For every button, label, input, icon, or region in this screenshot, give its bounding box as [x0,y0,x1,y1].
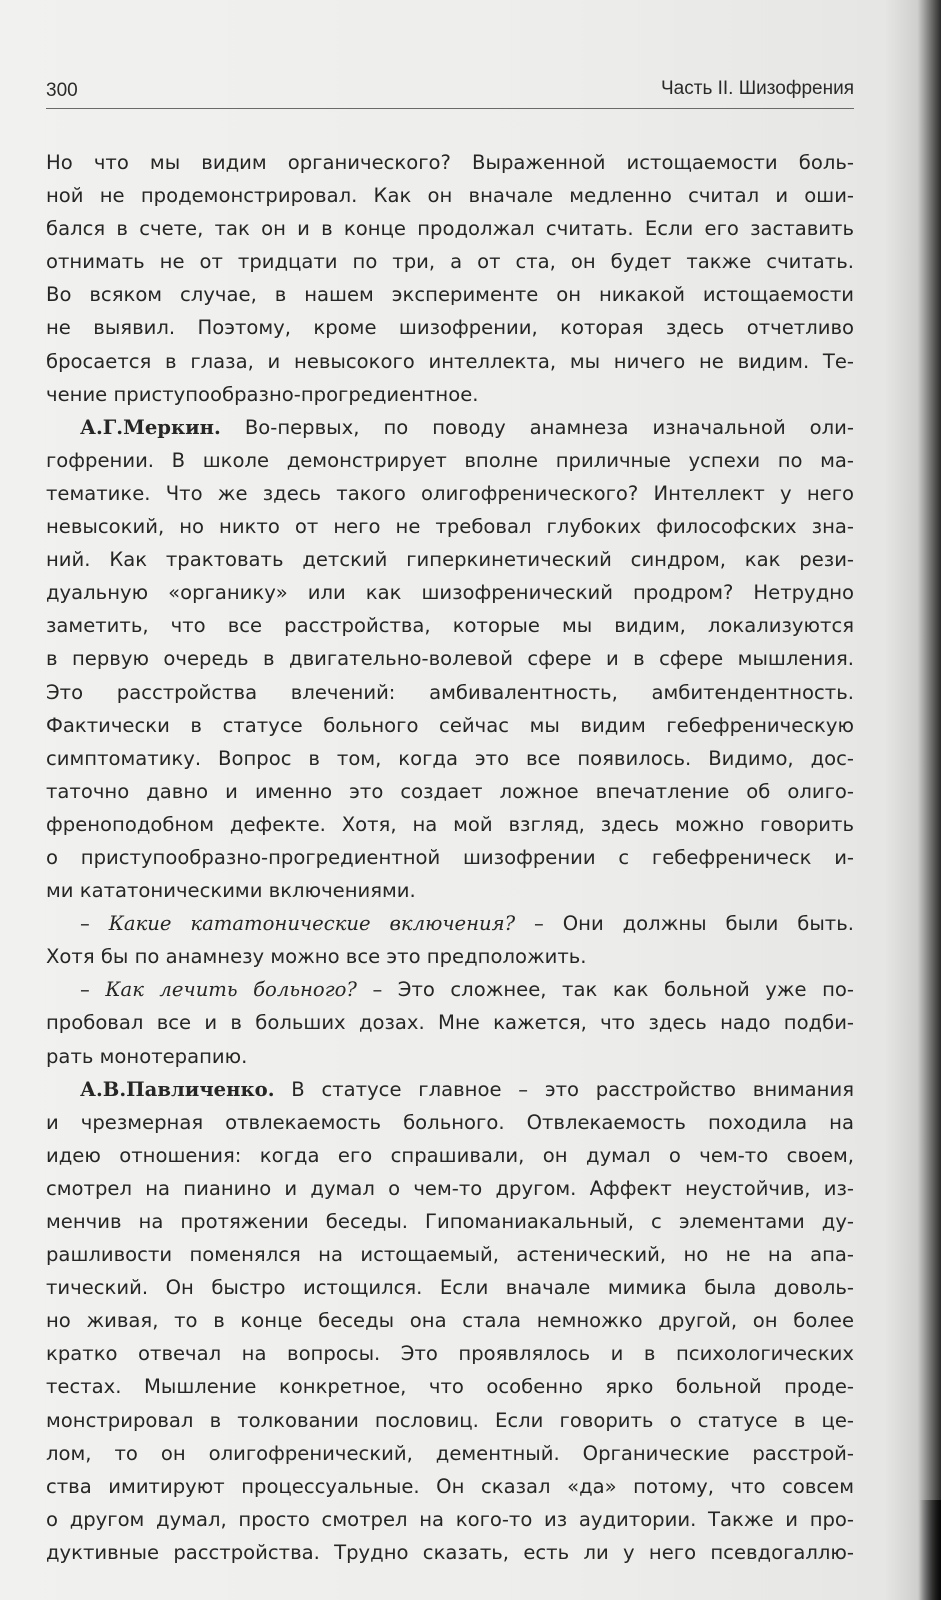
speaker-name: А.В.Павличенко. [80,1077,275,1101]
text-line [46,1073,854,1106]
text-line [46,1172,854,1205]
text-line [46,1437,854,1470]
text-run: тический. Он быстро истощился. Если вначале мимика была доволь- [46,1276,854,1300]
text-line [46,642,854,675]
text-line [46,1503,854,1536]
text-run: симптоматику. Вопрос в том, когда это все появилось. Видимо, дос- [46,746,854,770]
text-run: дуктивные расстройства. Трудно сказать, есть ли у него псевдогаллю- [46,1540,854,1564]
page-number: 300 [46,80,78,101]
text-line [46,477,854,510]
text-line [46,1304,854,1337]
text-run: рать монотерапию. [46,1044,248,1068]
text-run: бросается в глаза, и невысокого интеллекта, мы ничего не видим. Те- [46,349,854,373]
text-run: ми кататоническими включениями. [46,879,416,903]
text-line [46,1106,854,1139]
running-head: Часть II. Шизофрения [661,78,854,99]
text-line [46,1470,854,1503]
text-run: в первую очередь в двигательно-волевой сфере и в сфере мышления. [46,647,854,671]
text-run: о приступообразно-прогредиентной шизофрении с гебефреническ и- [46,845,854,869]
text-run: лом, то он олигофренический, дементный. Органические расстрой- [46,1441,854,1465]
text-run: френоподобном дефекте. Хотя, на мой взгляд, здесь можно говорить [46,812,854,836]
text-run: таточно давно и именно это создает ложное впечатление об олиго- [46,779,854,803]
text-run: идею отношения: когда его спрашивали, он думал о чем-то своем, [46,1143,854,1167]
text-line [46,841,854,874]
text-line [46,1006,854,1039]
text-line [46,808,854,841]
text-run: смотрел на пианино и думал о чем-то другом. Аффект неустойчив, из- [46,1176,854,1200]
text-line [46,1271,854,1304]
text-run: – Они должны были быть. [515,912,854,936]
text-line [46,345,854,378]
text-line [46,576,854,609]
text-line [46,378,854,411]
page-header [46,76,854,109]
text-line [46,676,854,709]
text-run: и чрезмерная отвлекаемость больного. Отвлекаемость походила на [46,1110,854,1134]
text-run: о другом думал, просто смотрел на кого-то из аудитории. Также и про- [46,1507,854,1531]
text-line [46,775,854,808]
text-line [46,973,854,1006]
text-line [46,1536,854,1569]
text-line [46,874,854,907]
text-run: чение приступообразно-прогредиентное. [46,382,479,406]
text-line [46,940,854,973]
text-line [46,709,854,742]
text-run: – [80,978,106,1002]
question-text: Какие кататонические включения? [108,912,516,936]
body-text [46,146,854,1569]
text-run: Во-первых, по поводу анамнеза изначальной оли- [220,415,854,439]
text-run: тематике. Что же здесь такого олигофренического? Интеллект у него [46,481,854,505]
text-line [46,444,854,477]
text-line [46,311,854,344]
text-line [46,1370,854,1403]
text-line [46,278,854,311]
text-line [46,1404,854,1437]
text-run: кратко отвечал на вопросы. Это проявлялось и в психологических [46,1342,854,1366]
speaker-name: А.Г.Меркин. [80,415,221,439]
text-line [46,609,854,642]
text-run: Фактически в статусе больного сейчас мы видим гебефреническую [46,713,854,737]
text-run: рашливости поменялся на истощаемый, астенический, но не на апа- [46,1243,854,1267]
text-run: – [80,912,109,936]
text-run: невысокий, но никто от него не требовал глубоких философских зна- [46,515,854,539]
text-run: но живая, то в конце беседы она стала немножко другой, он более [46,1309,854,1333]
text-run: – Это сложнее, так как больной уже по- [356,978,854,1002]
text-line [46,245,854,278]
text-run: ний. Как трактовать детский гиперкинетический синдром, как рези- [46,548,854,572]
text-line [46,1238,854,1271]
text-line [46,146,854,179]
text-line [46,1337,854,1370]
text-run: гофрении. В школе демонстрирует вполне приличные успехи по ма- [46,448,854,472]
text-run: ной не продемонстрировал. Как он вначале медленно считал и оши- [46,184,854,208]
text-line [46,1205,854,1238]
text-line [46,212,854,245]
question-text: Как лечить больного? [105,978,357,1002]
text-line [46,1040,854,1073]
text-run: менчив на протяжении беседы. Гипоманиакальный, с элементами ду- [46,1210,854,1233]
text-run: не выявил. Поэтому, кроме шизофрении, которая здесь отчетливо [46,316,854,340]
text-run: монстрировал в толковании пословиц. Если говорить о статусе в це- [46,1408,854,1432]
text-run: тестах. Мышление конкретное, что особенно ярко больной проде- [46,1375,854,1399]
text-run: Во всяком случае, в нашем эксперименте он никакой истощаемости [46,283,854,307]
text-line [46,1139,854,1172]
text-run: В статусе главное – это расстройство внимания [274,1077,854,1101]
text-run: бался в счете, так он и в конце продолжал считать. Если его заставить [46,217,854,241]
text-line [46,510,854,543]
page-edge-shadow [919,1500,941,1600]
text-run: Это расстройства влечений: амбивалентность, амбитендентность. [46,680,854,704]
text-line [46,543,854,576]
text-line [46,907,854,940]
text-line [46,411,854,444]
text-run: отнимать не от тридцати по три, а от ста, он будет также считать. [46,250,854,274]
text-line [46,742,854,775]
text-line [46,179,854,212]
text-run: Но что мы видим органического? Выраженной истощаемости боль- [46,151,854,174]
text-run: Хотя бы по анамнезу можно все это предположить. [46,945,587,969]
text-run: пробовал все и в больших дозах. Мне кажется, что здесь надо подби- [46,1011,854,1035]
text-run: заметить, что все расстройства, которые мы видим, локализуются [46,614,854,638]
text-run: ства имитируют процессуальные. Он сказал «да» потому, что совсем [46,1474,854,1498]
text-run: дуальную «органику» или как шизофренический продром? Нетрудно [46,581,854,605]
